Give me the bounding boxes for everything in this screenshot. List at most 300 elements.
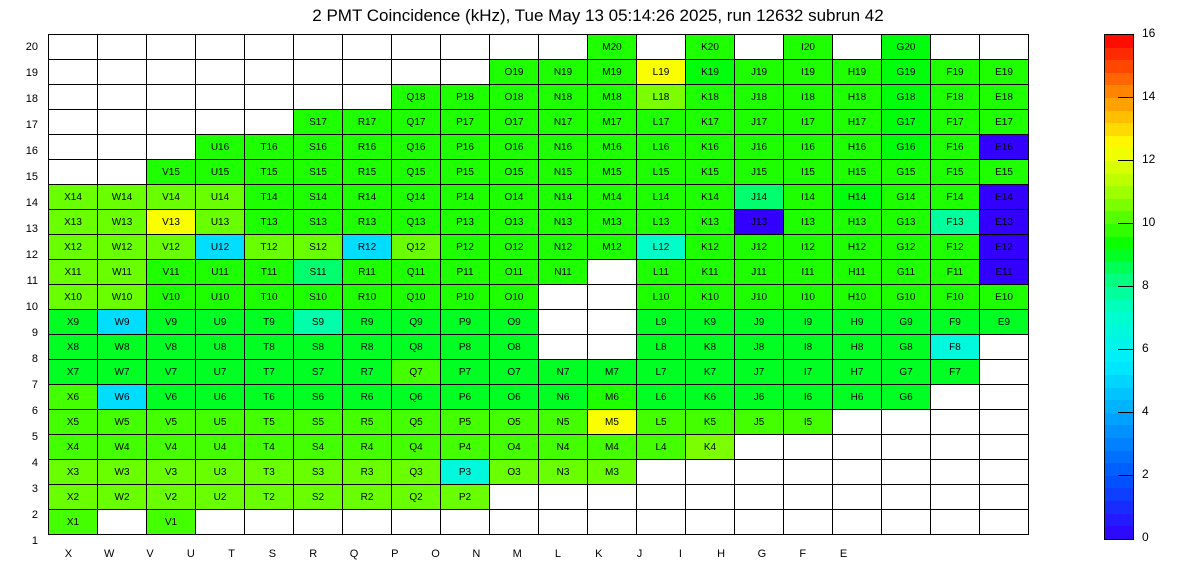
heatmap-cell: P17: [441, 110, 490, 135]
heatmap-cell: T11: [245, 260, 294, 285]
colorbar-tick-label: 8: [1142, 278, 1149, 292]
x-axis-tick-label: E: [839, 548, 848, 560]
heatmap-cell: V9: [147, 310, 196, 335]
heatmap-cell-empty: [490, 35, 539, 60]
heatmap-cell-empty: [49, 160, 98, 185]
heatmap-cell: N16: [539, 135, 588, 160]
heatmap-cell: Q2: [392, 485, 441, 510]
heatmap-cell-empty: [735, 35, 784, 60]
heatmap-cell: T7: [245, 360, 294, 385]
heatmap-cell: R4: [343, 435, 392, 460]
heatmap-cell-empty: [833, 485, 882, 510]
heatmap-cell: V4: [147, 435, 196, 460]
heatmap-cell-empty: [294, 510, 343, 535]
heatmap-cell: I8: [784, 335, 833, 360]
heatmap-cell: X3: [49, 460, 98, 485]
heatmap-cell: P5: [441, 410, 490, 435]
heatmap-cell: W13: [98, 210, 147, 235]
heatmap-cell-empty: [98, 160, 147, 185]
heatmap-cell: J16: [735, 135, 784, 160]
heatmap-cell: V5: [147, 410, 196, 435]
heatmap-cell-empty: [539, 485, 588, 510]
heatmap-cell: Q15: [392, 160, 441, 185]
heatmap-cell-empty: [147, 35, 196, 60]
colorbar-tick-mark: [1118, 286, 1134, 287]
heatmap-cell-empty: [833, 435, 882, 460]
heatmap-cell: E13: [980, 210, 1029, 235]
heatmap-cell: H12: [833, 235, 882, 260]
heatmap-cell: V13: [147, 210, 196, 235]
heatmap-cell-empty: [343, 35, 392, 60]
heatmap-row: [49, 360, 1029, 385]
heatmap-cell: S17: [294, 110, 343, 135]
heatmap-cell: X4: [49, 435, 98, 460]
heatmap-cell-empty: [637, 485, 686, 510]
heatmap-cell: S10: [294, 285, 343, 310]
heatmap-cell: O7: [490, 360, 539, 385]
x-axis-tick-label: T: [228, 548, 235, 560]
heatmap-cell: M5: [588, 410, 637, 435]
heatmap-cell-empty: [980, 360, 1029, 385]
heatmap-cell: H19: [833, 60, 882, 85]
heatmap-cell: W6: [98, 385, 147, 410]
heatmap-cell: U14: [196, 185, 245, 210]
heatmap-cell: Q9: [392, 310, 441, 335]
heatmap-cell: R3: [343, 460, 392, 485]
heatmap-row: [49, 260, 1029, 285]
heatmap-cell: X13: [49, 210, 98, 235]
heatmap-cell: K9: [686, 310, 735, 335]
heatmap-cell: N3: [539, 460, 588, 485]
heatmap-cell: I7: [784, 360, 833, 385]
heatmap-cell-empty: [196, 510, 245, 535]
heatmap-cell: Q17: [392, 110, 441, 135]
heatmap-cell-empty: [98, 135, 147, 160]
heatmap-cell: J17: [735, 110, 784, 135]
heatmap-cell: G16: [882, 135, 931, 160]
heatmap-row: [49, 285, 1029, 310]
heatmap-cell: H7: [833, 360, 882, 385]
y-axis-tick-label: 17: [25, 119, 38, 131]
heatmap-cell: J13: [735, 210, 784, 235]
heatmap-cell: K6: [686, 385, 735, 410]
heatmap-cell: I20: [784, 35, 833, 60]
heatmap-cell: U9: [196, 310, 245, 335]
heatmap-cell: H11: [833, 260, 882, 285]
x-axis-tick-label: S: [268, 548, 277, 560]
heatmap-cell: U4: [196, 435, 245, 460]
heatmap-cell: L8: [637, 335, 686, 360]
heatmap-cell: Q8: [392, 335, 441, 360]
heatmap-cell: S4: [294, 435, 343, 460]
heatmap-cell: T9: [245, 310, 294, 335]
heatmap-cell: V7: [147, 360, 196, 385]
heatmap-cell: W10: [98, 285, 147, 310]
heatmap-cell-empty: [882, 435, 931, 460]
heatmap-row: [49, 85, 1029, 110]
y-axis-labels: [0, 34, 44, 554]
heatmap-cell: N14: [539, 185, 588, 210]
colorbar-tick-label: 14: [1142, 89, 1156, 103]
heatmap-cell: K17: [686, 110, 735, 135]
heatmap-cell-empty: [539, 285, 588, 310]
heatmap-cell: R13: [343, 210, 392, 235]
heatmap-cell: W7: [98, 360, 147, 385]
heatmap-cell: M18: [588, 85, 637, 110]
heatmap-cell: F17: [931, 110, 980, 135]
heatmap-cell: P6: [441, 385, 490, 410]
heatmap-cell: M6: [588, 385, 637, 410]
heatmap-cell-empty: [245, 60, 294, 85]
x-axis-tick-label: J: [636, 548, 643, 560]
heatmap-cell: T15: [245, 160, 294, 185]
heatmap-cell-empty: [539, 35, 588, 60]
y-axis-tick-label: 12: [25, 249, 38, 261]
heatmap-cell: R6: [343, 385, 392, 410]
heatmap-cell: I17: [784, 110, 833, 135]
heatmap-cell: X5: [49, 410, 98, 435]
heatmap-cell-empty: [833, 510, 882, 535]
heatmap-cell: K11: [686, 260, 735, 285]
heatmap-cell-empty: [294, 85, 343, 110]
heatmap-cell: J5: [735, 410, 784, 435]
heatmap-cell-empty: [882, 460, 931, 485]
heatmap-cell: F11: [931, 260, 980, 285]
heatmap-cell-empty: [245, 110, 294, 135]
y-axis-tick-label: 16: [25, 145, 38, 157]
heatmap-cell: H8: [833, 335, 882, 360]
heatmap-cell: X2: [49, 485, 98, 510]
heatmap-cell: U12: [196, 235, 245, 260]
heatmap-cell: S16: [294, 135, 343, 160]
heatmap-row: [49, 185, 1029, 210]
heatmap-cell: N12: [539, 235, 588, 260]
heatmap-cell-empty: [196, 85, 245, 110]
heatmap-cell: Q16: [392, 135, 441, 160]
heatmap-cell: S14: [294, 185, 343, 210]
heatmap-cell: Q10: [392, 285, 441, 310]
heatmap-cell-empty: [784, 485, 833, 510]
heatmap-cell: F9: [931, 310, 980, 335]
heatmap-cell: S12: [294, 235, 343, 260]
heatmap-cell: R8: [343, 335, 392, 360]
heatmap-cell: L18: [637, 85, 686, 110]
heatmap-cell-empty: [980, 485, 1029, 510]
heatmap-cell: W4: [98, 435, 147, 460]
heatmap-cell: R16: [343, 135, 392, 160]
heatmap-cell-empty: [196, 60, 245, 85]
heatmap-cell: L11: [637, 260, 686, 285]
heatmap-cell: J7: [735, 360, 784, 385]
heatmap-cell-empty: [588, 310, 637, 335]
heatmap-cell: I5: [784, 410, 833, 435]
x-axis-tick-label: K: [595, 548, 603, 560]
x-axis-tick-label: Q: [349, 548, 359, 560]
heatmap-cell: P3: [441, 460, 490, 485]
heatmap-cell: R14: [343, 185, 392, 210]
heatmap-cell: U3: [196, 460, 245, 485]
heatmap-cell: K10: [686, 285, 735, 310]
heatmap-cell: M14: [588, 185, 637, 210]
heatmap-cell-empty: [441, 60, 490, 85]
heatmap-cell-empty: [343, 510, 392, 535]
heatmap-cell: H18: [833, 85, 882, 110]
heatmap-cell: S13: [294, 210, 343, 235]
heatmap-cell: W12: [98, 235, 147, 260]
heatmap-cell-empty: [343, 85, 392, 110]
heatmap-cell: N7: [539, 360, 588, 385]
heatmap-cell: L13: [637, 210, 686, 235]
heatmap-cell: N4: [539, 435, 588, 460]
heatmap-cell: J9: [735, 310, 784, 335]
heatmap-cell: I18: [784, 85, 833, 110]
heatmap-cell: E16: [980, 135, 1029, 160]
heatmap-cell: M12: [588, 235, 637, 260]
y-axis-tick-label: 1: [31, 535, 38, 547]
heatmap-cell: H16: [833, 135, 882, 160]
heatmap-cell-empty: [98, 110, 147, 135]
heatmap-cell: U5: [196, 410, 245, 435]
heatmap-cell: P2: [441, 485, 490, 510]
x-axis-tick-label: R: [309, 548, 318, 560]
heatmap-cell-empty: [196, 110, 245, 135]
heatmap-cell: J14: [735, 185, 784, 210]
heatmap-cell: V15: [147, 160, 196, 185]
heatmap-cell: H9: [833, 310, 882, 335]
heatmap-cell-empty: [784, 435, 833, 460]
x-axis-tick-label: W: [104, 548, 115, 560]
heatmap-cell: F15: [931, 160, 980, 185]
heatmap-cell: X6: [49, 385, 98, 410]
colorbar-tick-label: 2: [1142, 467, 1149, 481]
heatmap-cell: E17: [980, 110, 1029, 135]
heatmap-cell: K19: [686, 60, 735, 85]
heatmap-cell: I13: [784, 210, 833, 235]
x-axis-tick-label: N: [472, 548, 481, 560]
heatmap-row: [49, 485, 1029, 510]
heatmap-cell-empty: [539, 335, 588, 360]
y-axis-tick-label: 10: [25, 301, 38, 313]
heatmap-cell-empty: [980, 410, 1029, 435]
heatmap-cell-empty: [588, 510, 637, 535]
heatmap-cell: Q11: [392, 260, 441, 285]
heatmap-cell: L6: [637, 385, 686, 410]
heatmap-cell: O19: [490, 60, 539, 85]
heatmap-cell: N13: [539, 210, 588, 235]
heatmap-row: [49, 410, 1029, 435]
heatmap-cell: P12: [441, 235, 490, 260]
heatmap-cell-empty: [588, 285, 637, 310]
heatmap-cell: F16: [931, 135, 980, 160]
heatmap-row: [49, 435, 1029, 460]
heatmap-cell: G7: [882, 360, 931, 385]
heatmap-cell: T10: [245, 285, 294, 310]
heatmap-cell-empty: [147, 110, 196, 135]
x-axis-tick-label: G: [757, 548, 767, 560]
heatmap-cell: S2: [294, 485, 343, 510]
y-axis-tick-label: 13: [25, 223, 38, 235]
heatmap-cell-empty: [931, 385, 980, 410]
heatmap-cell: S11: [294, 260, 343, 285]
heatmap-cell: W5: [98, 410, 147, 435]
heatmap-cell: G20: [882, 35, 931, 60]
heatmap-cell: O9: [490, 310, 539, 335]
heatmap-cell: O18: [490, 85, 539, 110]
heatmap-cell: S3: [294, 460, 343, 485]
heatmap-cell: G11: [882, 260, 931, 285]
heatmap-cell: S7: [294, 360, 343, 385]
heatmap-cell: X11: [49, 260, 98, 285]
heatmap-cell: X1: [49, 510, 98, 535]
heatmap-cell: X7: [49, 360, 98, 385]
heatmap-cell: G10: [882, 285, 931, 310]
heatmap-cell: L14: [637, 185, 686, 210]
heatmap-cell: T14: [245, 185, 294, 210]
heatmap-cell: E19: [980, 60, 1029, 85]
heatmap-cell: T16: [245, 135, 294, 160]
heatmap-cell: O10: [490, 285, 539, 310]
heatmap-row: [49, 160, 1029, 185]
heatmap-cell-empty: [49, 35, 98, 60]
heatmap-cell: Q7: [392, 360, 441, 385]
colorbar-tick-mark: [1118, 349, 1134, 350]
heatmap-cell: P9: [441, 310, 490, 335]
heatmap-cell: R10: [343, 285, 392, 310]
heatmap-cell: P11: [441, 260, 490, 285]
heatmap-cell: F10: [931, 285, 980, 310]
heatmap-cell: K8: [686, 335, 735, 360]
y-axis-tick-label: 14: [25, 197, 38, 209]
heatmap-cell: W9: [98, 310, 147, 335]
heatmap-cell-empty: [833, 460, 882, 485]
y-axis-tick-label: 3: [31, 483, 38, 495]
heatmap-cell: R15: [343, 160, 392, 185]
heatmap-cell: S8: [294, 335, 343, 360]
heatmap-cell: E11: [980, 260, 1029, 285]
heatmap-row: [49, 235, 1029, 260]
heatmap-cell: N19: [539, 60, 588, 85]
heatmap-cell: V6: [147, 385, 196, 410]
colorbar-tick-labels: [1136, 26, 1192, 546]
heatmap-cell: X10: [49, 285, 98, 310]
heatmap-cell: U6: [196, 385, 245, 410]
heatmap-cell: J15: [735, 160, 784, 185]
heatmap-cell-empty: [441, 35, 490, 60]
heatmap-cell: O4: [490, 435, 539, 460]
heatmap-cell-empty: [833, 410, 882, 435]
x-axis-tick-label: V: [146, 548, 154, 560]
heatmap-cell: T6: [245, 385, 294, 410]
heatmap-cell: R5: [343, 410, 392, 435]
heatmap-cell-empty: [735, 510, 784, 535]
heatmap-cell: K15: [686, 160, 735, 185]
heatmap-cell: U8: [196, 335, 245, 360]
page-title: 2 PMT Coincidence (kHz), Tue May 13 05:14:26 2025, run 12632 subrun 42: [312, 6, 884, 25]
heatmap-cell-empty: [637, 460, 686, 485]
heatmap-cell: P14: [441, 185, 490, 210]
heatmap-cell: W3: [98, 460, 147, 485]
heatmap-cell-empty: [784, 510, 833, 535]
heatmap-cell: P10: [441, 285, 490, 310]
heatmap-cell-empty: [343, 60, 392, 85]
heatmap-cell: L5: [637, 410, 686, 435]
heatmap-cell: L9: [637, 310, 686, 335]
heatmap-cell: G17: [882, 110, 931, 135]
heatmap-cell-empty: [735, 460, 784, 485]
y-axis-tick-label: 8: [31, 353, 38, 365]
heatmap-cell: P15: [441, 160, 490, 185]
heatmap-cell: L15: [637, 160, 686, 185]
x-axis-tick-label: F: [799, 548, 807, 560]
x-axis-tick-label: O: [431, 548, 440, 560]
heatmap-cell: T3: [245, 460, 294, 485]
heatmap-cell: W11: [98, 260, 147, 285]
heatmap-cell: P8: [441, 335, 490, 360]
heatmap-cell: O8: [490, 335, 539, 360]
heatmap-cell-empty: [490, 510, 539, 535]
heatmap-cell: F14: [931, 185, 980, 210]
heatmap-row: [49, 510, 1029, 535]
heatmap-cell: G15: [882, 160, 931, 185]
heatmap-cell: P13: [441, 210, 490, 235]
heatmap-cell-empty: [980, 35, 1029, 60]
x-axis-tick-label: H: [717, 548, 726, 560]
heatmap-row: [49, 335, 1029, 360]
heatmap-cell: F13: [931, 210, 980, 235]
heatmap-cell-empty: [980, 385, 1029, 410]
colorbar-tick-mark: [1118, 412, 1134, 413]
heatmap-cell: V14: [147, 185, 196, 210]
y-axis-tick-label: 6: [31, 405, 38, 417]
heatmap-cell: T8: [245, 335, 294, 360]
heatmap-cell-empty: [980, 335, 1029, 360]
heatmap-cell: P4: [441, 435, 490, 460]
heatmap-cell: O11: [490, 260, 539, 285]
heatmap-cell: W8: [98, 335, 147, 360]
heatmap-cell: J18: [735, 85, 784, 110]
heatmap-cell: T5: [245, 410, 294, 435]
y-axis-tick-label: 15: [25, 171, 38, 183]
heatmap-cell: P18: [441, 85, 490, 110]
heatmap-cell: V10: [147, 285, 196, 310]
heatmap-cell-empty: [980, 460, 1029, 485]
heatmap-cell: H17: [833, 110, 882, 135]
heatmap-cell-empty: [294, 60, 343, 85]
heatmap-cell: I14: [784, 185, 833, 210]
heatmap-cell: L7: [637, 360, 686, 385]
heatmap-cell: H6: [833, 385, 882, 410]
heatmap-cell: G13: [882, 210, 931, 235]
heatmap-cell-empty: [686, 485, 735, 510]
heatmap-cell: G19: [882, 60, 931, 85]
heatmap-cell-empty: [392, 60, 441, 85]
heatmap-row: [49, 60, 1029, 85]
heatmap-cell-empty: [931, 510, 980, 535]
heatmap-cell-empty: [637, 35, 686, 60]
heatmap-cell: I15: [784, 160, 833, 185]
heatmap-cell: T4: [245, 435, 294, 460]
heatmap-cell-empty: [931, 485, 980, 510]
heatmap-cell-empty: [735, 435, 784, 460]
y-axis-tick-label: 20: [25, 41, 38, 53]
heatmap-cell: O14: [490, 185, 539, 210]
heatmap-cell: I6: [784, 385, 833, 410]
heatmap-cell: O15: [490, 160, 539, 185]
heatmap-cell: K20: [686, 35, 735, 60]
heatmap-cell-empty: [980, 435, 1029, 460]
heatmap-cell: N6: [539, 385, 588, 410]
heatmap-cell: N15: [539, 160, 588, 185]
